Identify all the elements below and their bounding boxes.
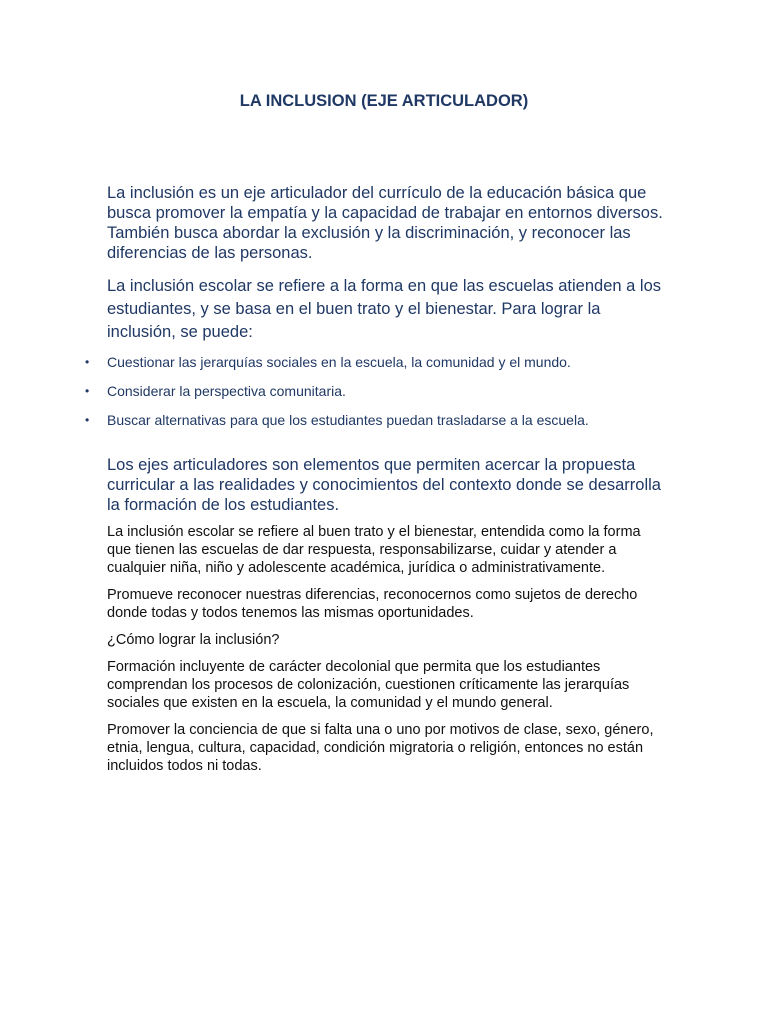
- bullet-list: [85, 354, 667, 429]
- bullet-icon: •: [85, 413, 90, 427]
- body-paragraph: La inclusión escolar se refiere al buen trato y el bienestar, entendida como la forma que tienen las escuelas de dar respuesta, responsabilizarse, cuidar y atender a cualquier niña, niño y adolescente académica, jurídica o administrativamente.: [107, 524, 641, 576]
- body-paragraph: Promover la conciencia de que si falta una o uno por motivos de clase, sexo, género, etnia, lengua, cultura, capacidad, condición migratoria o religión, entonces no están incluidos todos ni todas.: [107, 722, 654, 774]
- bullet-item: [85, 383, 667, 400]
- document-content: [85, 183, 667, 784]
- bullet-item: [85, 354, 667, 371]
- bullet-text: Considerar la perspectiva comunitaria.: [107, 383, 346, 399]
- body-paragraph: Formación incluyente de carácter decolonial que permita que los estudiantes comprendan los procesos de colonización, cuestionen críticamente las jerarquías sociales que existen en la escuela, la comunidad y el mundo general.: [107, 659, 630, 711]
- bullet-item: [85, 412, 667, 429]
- ejes-paragraph: Los ejes articuladores son elementos que permiten acercar la propuesta curricular a las realidades y conocimientos del contexto donde se desarrolla la formación de los estudiantes.: [107, 456, 661, 514]
- bullet-text: Buscar alternativas para que los estudiantes puedan trasladarse a la escuela.: [107, 412, 589, 428]
- bullet-icon: •: [85, 355, 90, 369]
- bullet-text: Cuestionar las jerarquías sociales en la escuela, la comunidad y el mundo.: [107, 354, 571, 370]
- intro-paragraph-2: La inclusión escolar se refiere a la forma en que las escuelas atienden a los estudiantes, y se basa en el buen trato y el bienestar. Para lograr la inclusión, se puede:: [107, 277, 661, 341]
- body-paragraph: Promueve reconocer nuestras diferencias, reconocernos como sujetos de derecho donde todas y todos tenemos las mismas oportunidades.: [107, 587, 638, 621]
- document-title: LA INCLUSION (EJE ARTICULADOR): [239, 92, 529, 110]
- intro-paragraph-1: La inclusión es un eje articulador del currículo de la educación básica que busca promover la empatía y la capacidad de trabajar en entornos diversos. También busca abordar la exclusión y la discriminación, y reconocer las diferencias de las personas.: [107, 184, 663, 262]
- bullet-icon: •: [85, 384, 90, 398]
- question-heading: ¿Cómo lograr la inclusión?: [107, 632, 280, 648]
